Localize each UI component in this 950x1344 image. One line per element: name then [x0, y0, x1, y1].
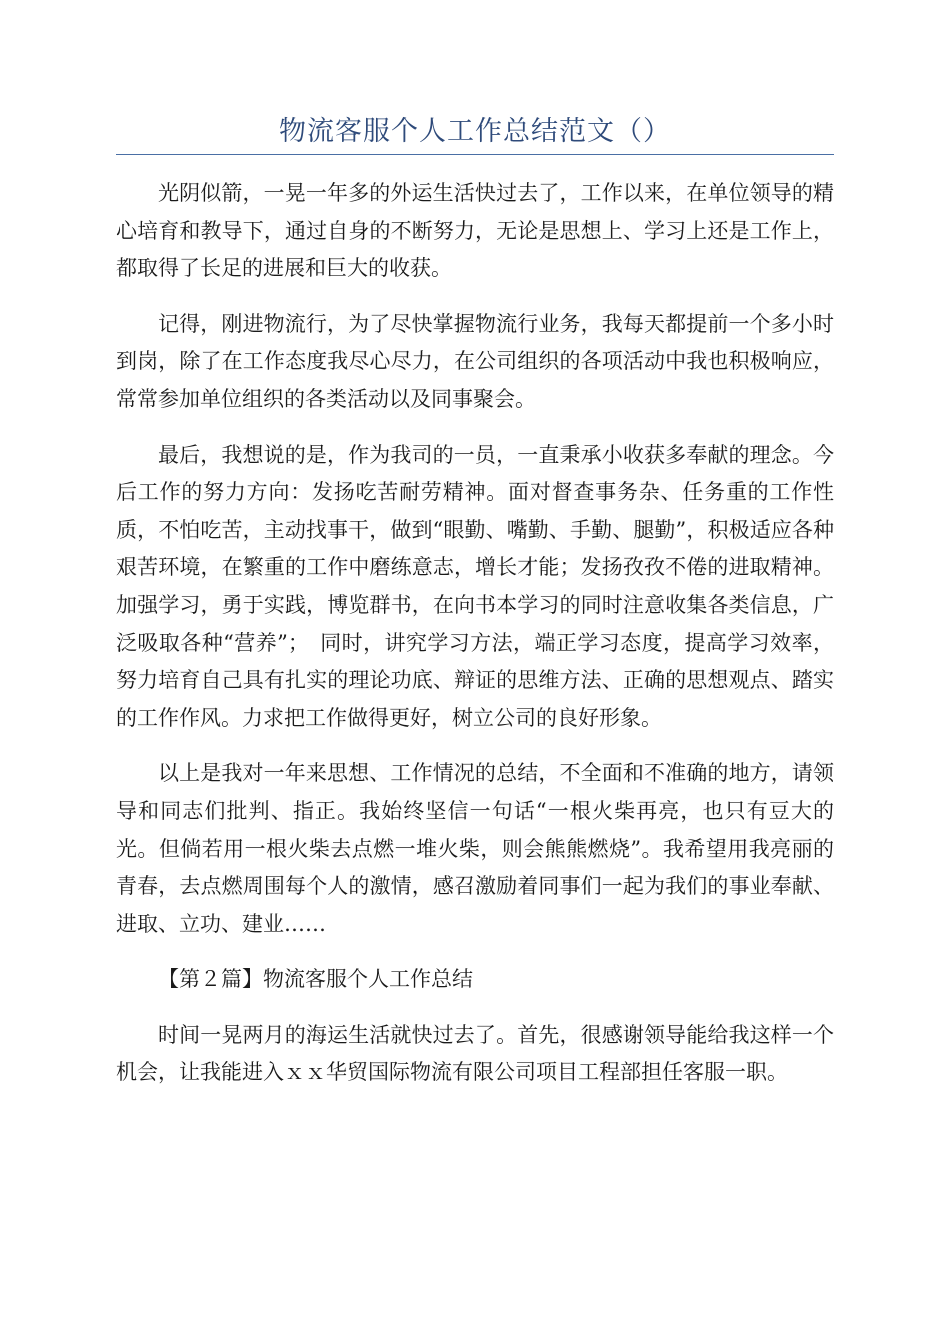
paragraph: 最后，我想说的是，作为我司的一员，一直秉承小收获多奉献的理念。今后工作的努力方向：发扬吃苦耐劳精神。面对督查事务杂、任务重的工作性质，不怕吃苦，主动找事干，做到“眼勤、嘴勤、手勤、腿勤”，积极适应各种艰苦环境，在繁重的工作中磨练意志，增长才能；发扬孜孜不倦的进取精神。加强学习，勇于实践，博览群书，在向书本学习的同时注意收集各类信息，广泛吸取各种“营养”； 同时，讲究学习方法，端正学习态度，提高学习效率，努力培育自己具有扎实的理论功底、辩证的思维方法、正确的思想观点、踏实的工作作风。力求把工作做得更好，树立公司的良好形象。	[116, 442, 834, 730]
paragraph: 光阴似箭，一晃一年多的外运生活快过去了，工作以来，在单位领导的精心培育和教导下，通过自身的不断努力，无论是思想上、学习上还是工作上，都取得了长足的进展和巨大的收获。	[116, 181, 834, 281]
paragraph: 记得，刚进物流行，为了尽快掌握物流行业务，我每天都提前一个多小时到岗，除了在工作态度我尽心尽力，在公司组织的各项活动中我也积极响应，常常参加单位组织的各类活动以及同事聚会。	[116, 311, 834, 411]
document-title: 物流客服个人工作总结范文（）	[279, 116, 671, 147]
document-body	[116, 175, 834, 1110]
title-underline	[116, 154, 834, 155]
paragraph: 时间一晃两月的海运生活就快过去了。首先，很感谢领导能给我这样一个机会，让我能进入ｘｘ华贸国际物流有限公司项目工程部担任客服一职。	[116, 1022, 834, 1085]
paragraph: 以上是我对一年来思想、工作情况的总结，不全面和不准确的地方，请领导和同志们批判、指正。我始终坚信一句话“一根火柴再亮，也只有豆大的光。但倘若用一根火柴去点燃一堆火柴，则会熊熊燃烧”。我希望用我亮丽的青春，去点燃周围每个人的激情，感召激励着同事们一起为我们的事业奉献、进取、立功、建业……	[116, 761, 834, 936]
section-heading: 【第２篇】物流客服个人工作总结	[158, 967, 473, 992]
